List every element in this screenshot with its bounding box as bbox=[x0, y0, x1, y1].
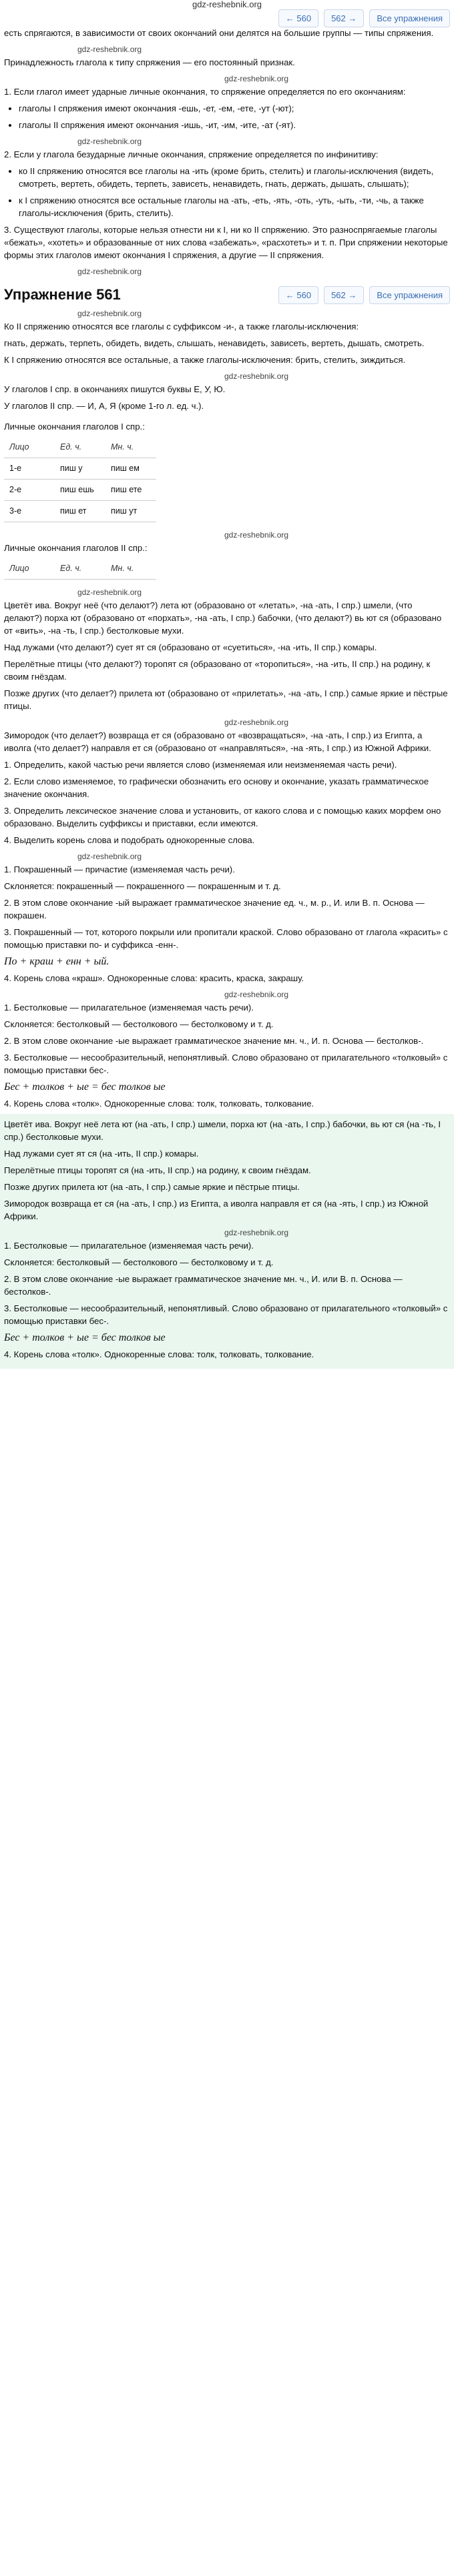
answer: 4. Корень слова «краш». Однокоренные слова: красить, краска, закрашу. bbox=[4, 973, 304, 983]
sentence: Цветёт ива. Вокруг неё (что делают?) лета ют (образовано от «летать», -на -ать, I спр.) шмели, (что делают?) порха ют (образовано от «порхать», -на -ать, I спр.) бабочки, (что делают?) вь ют ся (образовано от «вить», -на -ть, I спр.) бестолковые мухи. bbox=[4, 600, 442, 636]
prev-exercise-button[interactable]: ← 560 bbox=[278, 9, 318, 27]
table-cell: пиш ем bbox=[105, 458, 156, 480]
paragraph: есть спрягаются, в зависимости от своих окончаний они делятся на большие группы — типы спряжения. bbox=[4, 28, 434, 38]
answer: 2. В этом слове окончание -ые выражает грамматическое значение мн. ч., И. п. Основа — бестолков-. bbox=[4, 1036, 424, 1046]
theory-section bbox=[0, 27, 454, 278]
paragraph: 2. Если у глагола безударные личные окончания, спряжение определяется по инфинитиву: bbox=[4, 149, 379, 159]
table-cell: пиш ет bbox=[55, 501, 105, 522]
nav-buttons bbox=[278, 286, 450, 304]
answer: 2. В этом слове окончание -ые выражает грамматическое значение мн. ч., И. или В. п. Основа — бестолков-. bbox=[4, 1274, 403, 1297]
list-item: • к I спряжению относятся все остальные глаголы на -ать, -еть, -ять, -оть, -уть, -ыть, -ти, -чь, а также глаголы-исключения (брить, стелить). bbox=[19, 194, 450, 219]
next-exercise-button[interactable]: 562 → bbox=[324, 286, 364, 304]
table-cell: пиш ешь bbox=[55, 480, 105, 501]
question: 3. Определить лексическое значение слова и установить, от какого слова и с помощью каких морфем оно образовано. Выделить суффиксы и приставки, если имеются. bbox=[4, 806, 441, 828]
sentence: Перелётные птицы торопят ся (на -ить, II спр.) на родину, к своим гнёздам. bbox=[4, 1165, 311, 1175]
solution-section bbox=[0, 307, 454, 1110]
sentence: Зимородок возвраща ет ся (на -ать, I спр.) из Египта, а иволга направля ет ся (на -ять, I спр.) из Южной Африки. bbox=[4, 1199, 429, 1221]
paragraph: К I спряжению относятся все остальные, а также глаголы-исключения: брить, стелить, зиждиться. bbox=[4, 355, 406, 365]
watermark: gdz-reshebnik.org bbox=[77, 309, 142, 318]
table-header: Ед. ч. bbox=[55, 437, 105, 458]
top-watermark: gdz-reshebnik.org bbox=[192, 0, 262, 9]
sentence: Цветёт ива. Вокруг неё лета ют (на -ать, I спр.) шмели, порха ют (на -ать, I спр.) бабочки, вь ют ся (на -ть, I спр.) бестолковые мухи. bbox=[4, 1119, 441, 1142]
watermark: gdz-reshebnik.org bbox=[77, 267, 142, 276]
answer: Склоняется: покрашенный — покрашенного — покрашенным и т. д. bbox=[4, 881, 281, 891]
table-row bbox=[4, 558, 156, 580]
watermark: gdz-reshebnik.org bbox=[224, 1228, 289, 1237]
table-cell: 3-е bbox=[4, 501, 55, 522]
sentence: Зимородок (что делает?) возвраща ет ся (образовано от «возвращаться», -на -ать, I спр.) из Египта, а иволга (что делает?) направля ет ся (образовано от «направляться», -на -ять, I спр.) из Южной Африки. bbox=[4, 730, 431, 753]
endings-table-1 bbox=[4, 437, 156, 522]
table-caption: Личные окончания глаголов I спр.: bbox=[4, 422, 145, 432]
question: 1. Определить, какой частью речи является слово (изменяемая или неизменяемая часть речи). bbox=[4, 760, 397, 770]
table-header: Лицо bbox=[4, 558, 55, 580]
list-item: • глаголы I спряжения имеют окончания -ешь, -ет, -ем, -ете, -ут (-ют); bbox=[19, 102, 450, 115]
paragraph: Принадлежность глагола к типу спряжения — его постоянный признак. bbox=[4, 57, 295, 67]
answer: 3. Бестолковые — несообразительный, непонятливый. Слово образовано от прилагательного «толковый» с помощью приставки бес-. bbox=[4, 1053, 448, 1075]
watermark: gdz-reshebnik.org bbox=[77, 45, 142, 54]
answer: Склоняется: бестолковый — бестолкового — бестолковому и т. д. bbox=[4, 1257, 274, 1267]
table-row bbox=[4, 458, 156, 480]
prev-exercise-button[interactable]: ← 560 bbox=[278, 286, 318, 304]
watermark: gdz-reshebnik.org bbox=[224, 990, 289, 999]
table-header: Лицо bbox=[4, 437, 55, 458]
watermark: gdz-reshebnik.org bbox=[77, 137, 142, 146]
paragraph: гнать, держать, терпеть, обидеть, видеть, слышать, ненавидеть, зависеть, вертеть, дышать, смотреть. bbox=[4, 338, 425, 348]
paragraph: У глаголов I спр. в окончаниях пишутся буквы Е, У, Ю. bbox=[4, 384, 226, 394]
table-header: Мн. ч. bbox=[105, 437, 156, 458]
question: 2. Если слово изменяемое, то графически обозначить его основу и окончание, указать грамматическое значение окончания. bbox=[4, 776, 429, 799]
paragraph: Ко II спряжению относятся все глаголы с суффиксом -и-, а также глаголы-исключения: bbox=[4, 321, 359, 332]
watermark: gdz-reshebnik.org bbox=[77, 588, 142, 597]
watermark: gdz-reshebnik.org bbox=[224, 372, 289, 381]
answer: 4. Корень слова «толк». Однокоренные слова: толк, толковать, толкование. bbox=[4, 1349, 314, 1359]
exercise-header-2 bbox=[0, 282, 454, 307]
answer: 3. Покрашенный — тот, которого покрыли или пропитали краской. Слово образовано от глагола «красить» с помощью приставки по- и суффикса -енн-. bbox=[4, 927, 448, 950]
answer: Склоняется: бестолковый — бестолкового — бестолковому и т. д. bbox=[4, 1019, 274, 1029]
table-header: Ед. ч. bbox=[55, 558, 105, 580]
next-exercise-button[interactable]: 562 → bbox=[324, 9, 364, 27]
sentence: Позже других (что делает?) прилета ют (образовано от «прилетать», -на -ать, I спр.) самые яркие и пёстрые птицы. bbox=[4, 688, 448, 711]
morpheme-formula: Бес + толков + ые = бес толков ые bbox=[4, 1332, 166, 1343]
sentence: Над лужами (что делают?) сует ят ся (образовано от «суетиться», -на -ить, II спр.) комары. bbox=[4, 642, 377, 652]
infinitive-list bbox=[4, 165, 450, 219]
endings-list bbox=[4, 102, 450, 131]
answer: 4. Корень слова «толк». Однокоренные слова: толк, толковать, толкование. bbox=[4, 1099, 314, 1109]
list-item: • глаголы II спряжения имеют окончания -ишь, -ит, -им, -ите, -ат (-ят). bbox=[19, 119, 450, 131]
exercise-header-1 bbox=[0, 9, 454, 27]
all-exercises-button[interactable]: Все упражнения bbox=[369, 9, 450, 27]
exercise-title: Упражнение 561 bbox=[4, 286, 121, 303]
paragraph: 3. Существуют глаголы, которые нельзя отнести ни к I, ни ко II спряжению. Это разноспрягаемые глаголы «бежать», «хотеть» и образованные от них слова «забежать», «расхотеть» и т. п. При спряжении некоторые формы этих глаголов имеют окончания I спряжения, а другие — II спряжения. bbox=[4, 225, 448, 260]
endings-table-2 bbox=[4, 558, 156, 580]
table-header: Мн. ч. bbox=[105, 558, 156, 580]
watermark: gdz-reshebnik.org bbox=[77, 852, 142, 861]
morpheme-formula: По + краш + енн + ый. bbox=[4, 956, 109, 967]
highlighted-answer-section bbox=[0, 1114, 454, 1369]
table-cell: 1-е bbox=[4, 458, 55, 480]
morpheme-formula: Бес + толков + ые = бес толков ые bbox=[4, 1081, 166, 1093]
watermark: gdz-reshebnik.org bbox=[224, 718, 289, 727]
nav-buttons bbox=[278, 9, 450, 27]
watermark: gdz-reshebnik.org bbox=[224, 74, 289, 83]
answer: 2. В этом слове окончание -ый выражает грамматическое значение ед. ч., м. р., И. или В. п. Основа — покрашен. bbox=[4, 898, 425, 920]
table-row bbox=[4, 501, 156, 522]
answer: 1. Покрашенный — причастие (изменяемая часть речи). bbox=[4, 864, 235, 874]
list-item: • ко II спряжению относятся все глаголы на -ить (кроме брить, стелить) и глаголы-исключения (видеть, смотреть, вертеть, обидеть, терпеть, зависеть, ненавидеть, гнать, держать, дышать, слышать); bbox=[19, 165, 450, 190]
paragraph: У глаголов II спр. — И, А, Я (кроме 1-го л. ед. ч.). bbox=[4, 401, 204, 411]
all-exercises-button[interactable]: Все упражнения bbox=[369, 286, 450, 304]
paragraph: 1. Если глагол имеет ударные личные окончания, то спряжение определяется по его окончаниям: bbox=[4, 87, 406, 97]
answer: 3. Бестолковые — несообразительный, непонятливый. Слово образовано от прилагательного «толковый» с помощью приставки бес-. bbox=[4, 1303, 448, 1326]
sentence: Позже других прилета ют (на -ать, I спр.) самые яркие и пёстрые птицы. bbox=[4, 1182, 300, 1192]
table-row bbox=[4, 480, 156, 501]
answer: 1. Бестолковые — прилагательное (изменяемая часть речи). bbox=[4, 1241, 254, 1251]
sentence: Перелётные птицы (что делают?) торопят ся (образовано от «торопиться», -на -ить, II спр.) на родину, к своим гнёздам. bbox=[4, 659, 431, 682]
answer: 1. Бестолковые — прилагательное (изменяемая часть речи). bbox=[4, 1003, 254, 1013]
sentence: Над лужами сует ят ся (на -ить, II спр.) комары. bbox=[4, 1149, 199, 1159]
table-caption: Личные окончания глаголов II спр.: bbox=[4, 543, 148, 553]
question: 4. Выделить корень слова и подобрать однокоренные слова. bbox=[4, 835, 255, 845]
table-cell: пиш ете bbox=[105, 480, 156, 501]
table-row bbox=[4, 437, 156, 458]
watermark: gdz-reshebnik.org bbox=[224, 530, 289, 540]
table-cell: пиш у bbox=[55, 458, 105, 480]
table-cell: пиш ут bbox=[105, 501, 156, 522]
table-cell: 2-е bbox=[4, 480, 55, 501]
